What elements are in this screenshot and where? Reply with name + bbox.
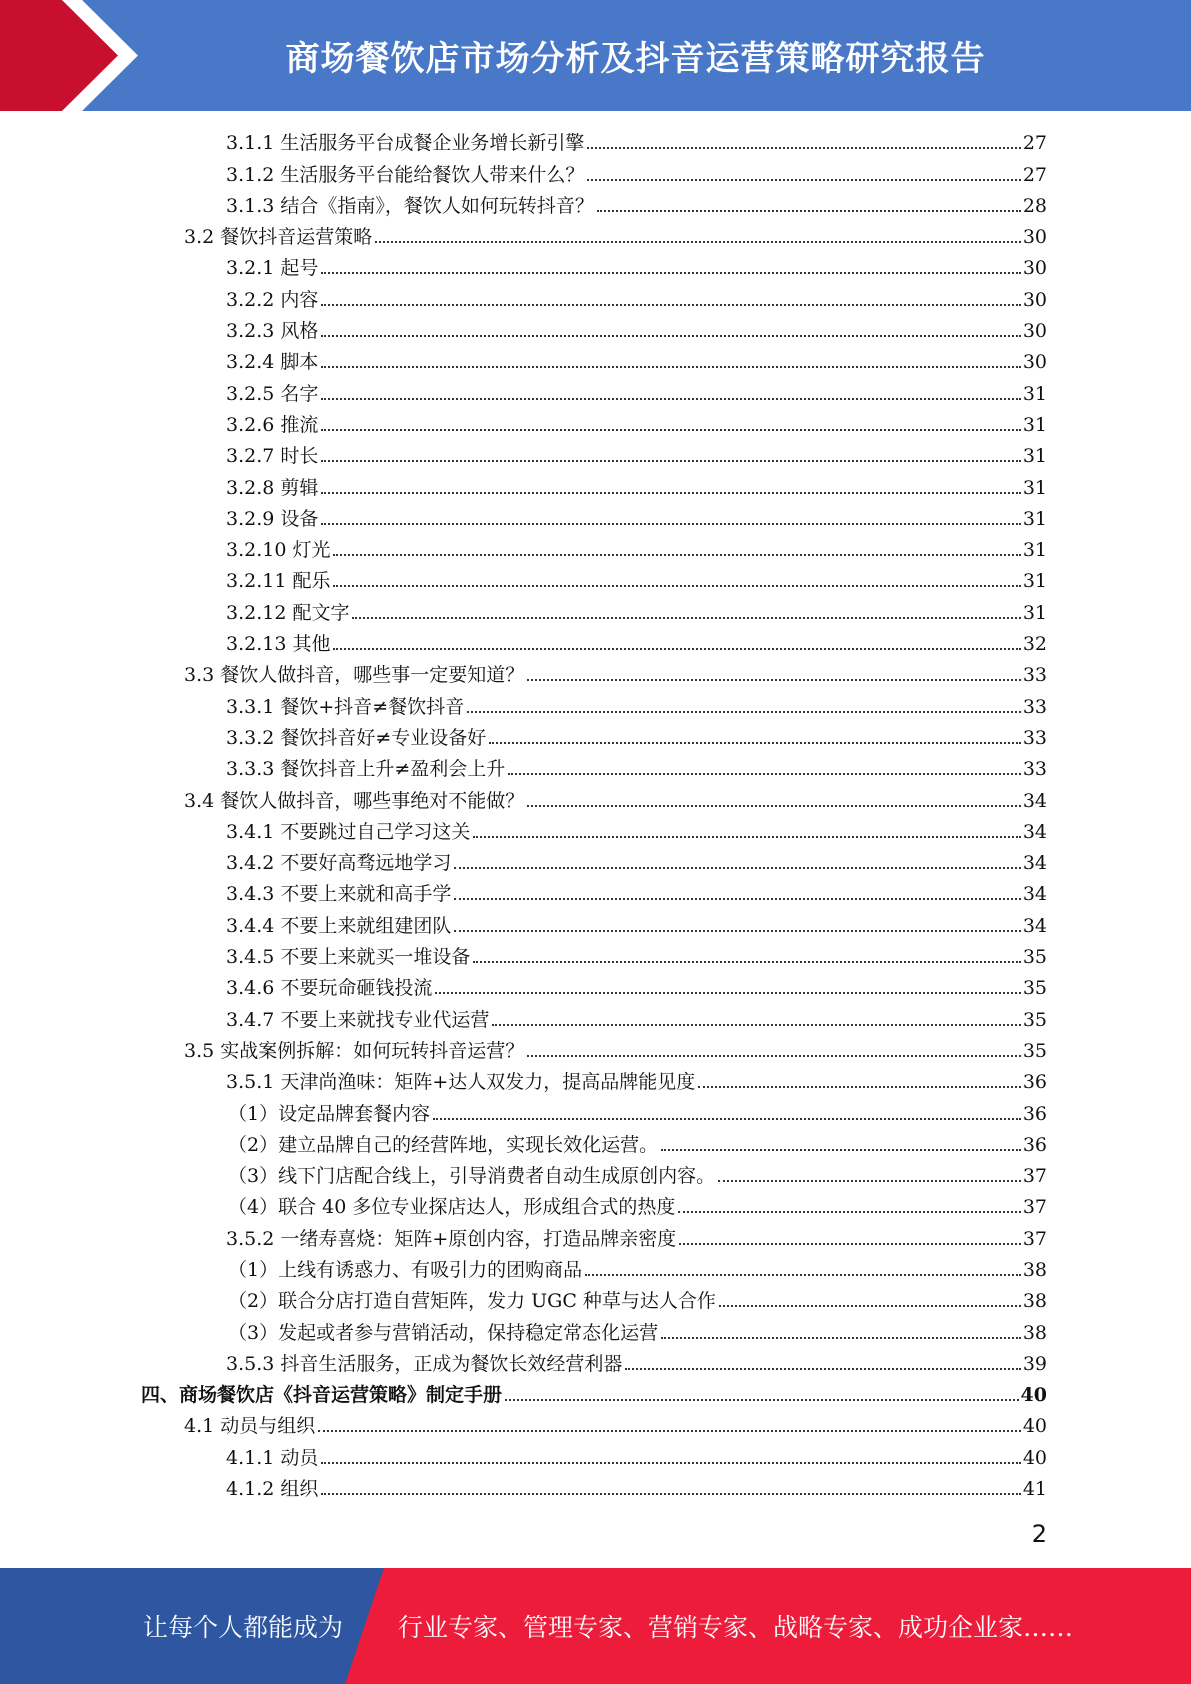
toc-entry-page: 34	[1022, 852, 1047, 875]
toc-entry[interactable]	[0, 533, 1047, 564]
toc-dot-leader	[467, 711, 1021, 713]
toc-dot-leader	[473, 961, 1020, 963]
toc-entry-title: （3）发起或者参与营销活动，保持稳定常态化运营	[228, 1321, 659, 1344]
toc-entry[interactable]	[0, 1096, 1047, 1127]
toc-dot-leader	[333, 585, 1020, 587]
toc-entry-page: 38	[1022, 1258, 1047, 1281]
toc-entry-page: 40	[1020, 1384, 1047, 1407]
toc-entry[interactable]	[0, 1065, 1047, 1096]
toc-entry-title: 3.5 实战案例拆解：如何玩转抖音运营？	[184, 1039, 525, 1062]
toc-entry[interactable]	[0, 314, 1047, 345]
toc-entry-title: 3.4.5 不要上来就买一堆设备	[226, 946, 471, 969]
toc-entry[interactable]	[0, 157, 1047, 188]
toc-dot-leader	[333, 648, 1020, 650]
toc-entry[interactable]	[0, 721, 1047, 752]
toc-entry-title: 3.2.9 设备	[226, 507, 319, 530]
toc-entry-page: 28	[1022, 194, 1047, 217]
toc-entry-page: 35	[1022, 1008, 1047, 1031]
toc-entry[interactable]	[0, 1034, 1047, 1065]
toc-dot-leader	[587, 147, 1020, 149]
toc-entry[interactable]	[0, 1440, 1047, 1471]
toc-entry-page: 34	[1022, 820, 1047, 843]
toc-entry-page: 31	[1022, 413, 1047, 436]
toc-entry[interactable]	[0, 1284, 1047, 1315]
toc-entry-title: 3.2.2 内容	[226, 288, 319, 311]
toc-dot-leader	[678, 1211, 1020, 1213]
toc-entry-title: 3.3.2 餐饮抖音好≠专业设备好	[226, 726, 487, 749]
toc-entry-page: 41	[1022, 1478, 1047, 1501]
toc-entry-title: 3.4.4 不要上来就组建团队	[226, 914, 452, 937]
footer-slogan-right: 行业专家、管理专家、营销专家、战略专家、成功企业家……	[398, 1613, 1074, 1642]
toc-dot-leader	[435, 992, 1020, 994]
toc-dot-leader	[718, 1180, 1021, 1182]
toc-entry[interactable]	[0, 689, 1047, 720]
toc-dot-leader	[318, 1430, 1021, 1432]
toc-entry-page: 36	[1022, 1102, 1047, 1125]
toc-entry-page: 30	[1022, 351, 1047, 374]
toc-entry-page: 31	[1022, 539, 1047, 562]
toc-dot-leader	[473, 836, 1020, 838]
toc-entry-page: 35	[1022, 977, 1047, 1000]
toc-entry[interactable]	[0, 502, 1047, 533]
toc-dot-leader	[492, 1024, 1020, 1026]
toc-entry[interactable]	[0, 1221, 1047, 1252]
toc-dot-leader	[321, 335, 1020, 337]
toc-dot-leader	[597, 210, 1021, 212]
toc-entry-title: 3.5.3 抖音生活服务，正成为餐饮长效经营利器	[226, 1352, 623, 1375]
toc-entry-title: 3.1.3 结合《指南》，餐饮人如何玩转抖音？	[226, 194, 594, 217]
toc-entry-page: 33	[1022, 758, 1047, 781]
toc-entry-title: （3）线下门店配合线上，引导消费者自动生成原创内容。	[228, 1165, 716, 1188]
toc-entry[interactable]	[0, 1472, 1047, 1503]
toc-entry[interactable]	[0, 815, 1047, 846]
toc-entry-title: 3.5.1 天津尚渔味：矩阵+达人双发力，提高品牌能见度	[226, 1071, 696, 1094]
toc-entry[interactable]	[0, 971, 1047, 1002]
toc-entry-page: 30	[1022, 320, 1047, 343]
toc-entry-page: 27	[1022, 163, 1047, 186]
toc-entry[interactable]	[0, 251, 1047, 282]
toc-entry[interactable]	[0, 470, 1047, 501]
toc-entry[interactable]	[0, 1409, 1047, 1440]
toc-entry[interactable]	[0, 627, 1047, 658]
toc-entry[interactable]	[0, 408, 1047, 439]
toc-entry[interactable]	[0, 658, 1047, 689]
toc-entry[interactable]	[0, 126, 1047, 157]
toc-entry-page: 31	[1022, 445, 1047, 468]
toc-entry-title: 4.1.2 组织	[226, 1478, 319, 1501]
toc-entry-page: 33	[1022, 695, 1047, 718]
toc-dot-leader	[679, 1243, 1021, 1245]
toc-entry-page: 31	[1022, 382, 1047, 405]
toc-entry-page: 31	[1022, 570, 1047, 593]
toc-entry-page: 36	[1022, 1133, 1047, 1156]
toc-entry-title: 3.2.7 时长	[226, 445, 319, 468]
toc-dot-leader	[527, 1055, 1021, 1057]
toc-dot-leader	[321, 523, 1020, 525]
toc-entry-title: （1）设定品牌套餐内容	[228, 1102, 431, 1125]
toc-entry-page: 35	[1022, 1039, 1047, 1062]
toc-entry-title: 3.2.3 风格	[226, 320, 319, 343]
toc-dot-leader	[508, 773, 1021, 775]
toc-entry-page: 32	[1022, 633, 1047, 656]
toc-entry-title: 3.4.6 不要玩命砸钱投流	[226, 977, 433, 1000]
toc-entry-page: 37	[1022, 1196, 1047, 1219]
toc-dot-leader	[333, 554, 1020, 556]
toc-dot-leader	[321, 304, 1020, 306]
toc-entry-page: 31	[1022, 601, 1047, 624]
toc-entry-page: 37	[1022, 1165, 1047, 1188]
toc-entry[interactable]	[0, 376, 1047, 407]
toc-entry-page: 34	[1022, 789, 1047, 812]
toc-dot-leader	[454, 898, 1020, 900]
toc-entry-page: 40	[1022, 1446, 1047, 1469]
toc-dot-leader	[698, 1086, 1021, 1088]
toc-entry-page: 30	[1022, 288, 1047, 311]
toc-entry-title: 3.4.1 不要跳过自己学习这关	[226, 820, 471, 843]
toc-entry-title: 3.2.13 其他	[226, 633, 331, 656]
toc-entry[interactable]	[0, 345, 1047, 376]
toc-entry-page: 34	[1022, 914, 1047, 937]
toc-entry-title: 3.2.10 灯光	[226, 539, 331, 562]
toc-entry[interactable]	[0, 1002, 1047, 1033]
toc-dot-leader	[505, 1399, 1019, 1401]
toc-entry-title: 3.4.3 不要上来就和高手学	[226, 883, 452, 906]
toc-entry-title: 3.2.12 配文字	[226, 601, 350, 624]
toc-dot-leader	[321, 272, 1020, 274]
toc-entry-title: 3.2.8 剪辑	[226, 476, 319, 499]
toc-entry-title: 3.2.1 起号	[226, 257, 319, 280]
table-of-contents	[0, 126, 1191, 1503]
toc-entry[interactable]	[0, 846, 1047, 877]
footer-slogan-left: 让每个人都能成为	[143, 1613, 344, 1642]
toc-entry-page: 35	[1022, 946, 1047, 969]
toc-dot-leader	[321, 429, 1020, 431]
toc-dot-leader	[433, 1118, 1021, 1120]
toc-dot-leader	[527, 805, 1021, 807]
toc-entry[interactable]	[0, 752, 1047, 783]
toc-entry-page: 30	[1022, 257, 1047, 280]
document-title: 商场餐饮店市场分析及抖音运营策略研究报告	[285, 39, 986, 79]
toc-entry[interactable]	[0, 282, 1047, 313]
header-band	[0, 0, 1191, 111]
toc-entry-title: （1）上线有诱惑力、有吸引力的团购商品	[228, 1258, 583, 1281]
toc-dot-leader	[719, 1305, 1021, 1307]
toc-entry-title: 3.2 餐饮抖音运营策略	[184, 226, 373, 249]
toc-dot-leader	[454, 930, 1020, 932]
toc-dot-leader	[321, 492, 1020, 494]
toc-entry[interactable]	[0, 940, 1047, 971]
toc-entry[interactable]	[0, 1190, 1047, 1221]
toc-entry-title: 3.4 餐饮人做抖音，哪些事绝对不能做？	[184, 789, 525, 812]
toc-dot-leader	[375, 241, 1021, 243]
toc-dot-leader	[321, 460, 1020, 462]
toc-entry-title: 3.2.11 配乐	[226, 570, 331, 593]
toc-entry-page: 40	[1022, 1415, 1047, 1438]
toc-entry-page: 39	[1022, 1352, 1047, 1375]
toc-entry-page: 37	[1022, 1227, 1047, 1250]
page-number: 2	[1031, 1520, 1047, 1548]
toc-entry[interactable]	[0, 1128, 1047, 1159]
toc-dot-leader	[661, 1337, 1021, 1339]
toc-entry-page: 27	[1022, 132, 1047, 155]
toc-entry[interactable]	[0, 189, 1047, 220]
toc-entry[interactable]	[0, 564, 1047, 595]
toc-dot-leader	[489, 742, 1021, 744]
toc-entry-title: 3.3 餐饮人做抖音，哪些事一定要知道？	[184, 664, 525, 687]
toc-entry[interactable]	[0, 220, 1047, 251]
toc-dot-leader	[321, 1462, 1020, 1464]
toc-entry-title: （4）联合 40 多位专业探店达人，形成组合式的热度	[228, 1196, 676, 1219]
toc-entry[interactable]	[0, 1253, 1047, 1284]
toc-dot-leader	[321, 398, 1020, 400]
toc-entry[interactable]	[0, 439, 1047, 470]
toc-dot-leader	[454, 867, 1020, 869]
toc-entry-title: 3.3.3 餐饮抖音上升≠盈利会上升	[226, 758, 506, 781]
toc-dot-leader	[625, 1368, 1020, 1370]
toc-entry-title: （2）建立品牌自己的经营阵地，实现长效化运营。	[228, 1133, 659, 1156]
toc-entry-title: 3.4.7 不要上来就找专业代运营	[226, 1008, 490, 1031]
toc-dot-leader	[585, 1274, 1021, 1276]
toc-entry-title: 四、商场餐饮店《抖音运营策略》制定手册	[141, 1384, 503, 1407]
toc-entry-title: 3.5.2 一绪寿喜烧：矩阵+原创内容，打造品牌亲密度	[226, 1227, 677, 1250]
footer-band	[0, 1568, 1191, 1684]
toc-entry-page: 31	[1022, 476, 1047, 499]
toc-entry-title: 3.2.4 脚本	[226, 351, 319, 374]
toc-entry[interactable]	[0, 908, 1047, 939]
toc-dot-leader	[587, 179, 1020, 181]
toc-entry[interactable]	[0, 1378, 1047, 1409]
header-chevron-decoration	[0, 0, 150, 111]
toc-entry[interactable]	[0, 1347, 1047, 1378]
toc-entry-title: 3.2.5 名字	[226, 382, 319, 405]
toc-entry-page: 34	[1022, 883, 1047, 906]
toc-entry-page: 38	[1022, 1290, 1047, 1313]
toc-entry[interactable]	[0, 877, 1047, 908]
toc-entry-title: 4.1 动员与组织	[184, 1415, 316, 1438]
toc-entry-page: 30	[1022, 226, 1047, 249]
toc-entry[interactable]	[0, 783, 1047, 814]
toc-entry-title: （2）联合分店打造自营矩阵，发力 UGC 种草与达人合作	[228, 1290, 716, 1313]
toc-entry-page: 36	[1022, 1071, 1047, 1094]
toc-dot-leader	[321, 366, 1020, 368]
toc-entry-title: 3.1.1 生活服务平台成餐企业务增长新引擎	[226, 132, 585, 155]
toc-entry-page: 33	[1022, 726, 1047, 749]
toc-entry-page: 38	[1022, 1321, 1047, 1344]
toc-entry-title: 3.3.1 餐饮+抖音≠餐饮抖音	[226, 695, 465, 718]
toc-dot-leader	[352, 617, 1020, 619]
toc-dot-leader	[527, 679, 1021, 681]
toc-entry-title: 3.1.2 生活服务平台能给餐饮人带来什么？	[226, 163, 585, 186]
toc-entry-page: 33	[1022, 664, 1047, 687]
toc-dot-leader	[321, 1493, 1020, 1495]
toc-entry-page: 31	[1022, 507, 1047, 530]
toc-entry-title: 3.2.6 推流	[226, 413, 319, 436]
toc-entry[interactable]	[0, 1159, 1047, 1190]
toc-entry[interactable]	[0, 595, 1047, 626]
toc-dot-leader	[661, 1149, 1021, 1151]
toc-entry-title: 3.4.2 不要好高骛远地学习	[226, 852, 452, 875]
toc-entry-title: 4.1.1 动员	[226, 1446, 319, 1469]
toc-entry[interactable]	[0, 1315, 1047, 1346]
